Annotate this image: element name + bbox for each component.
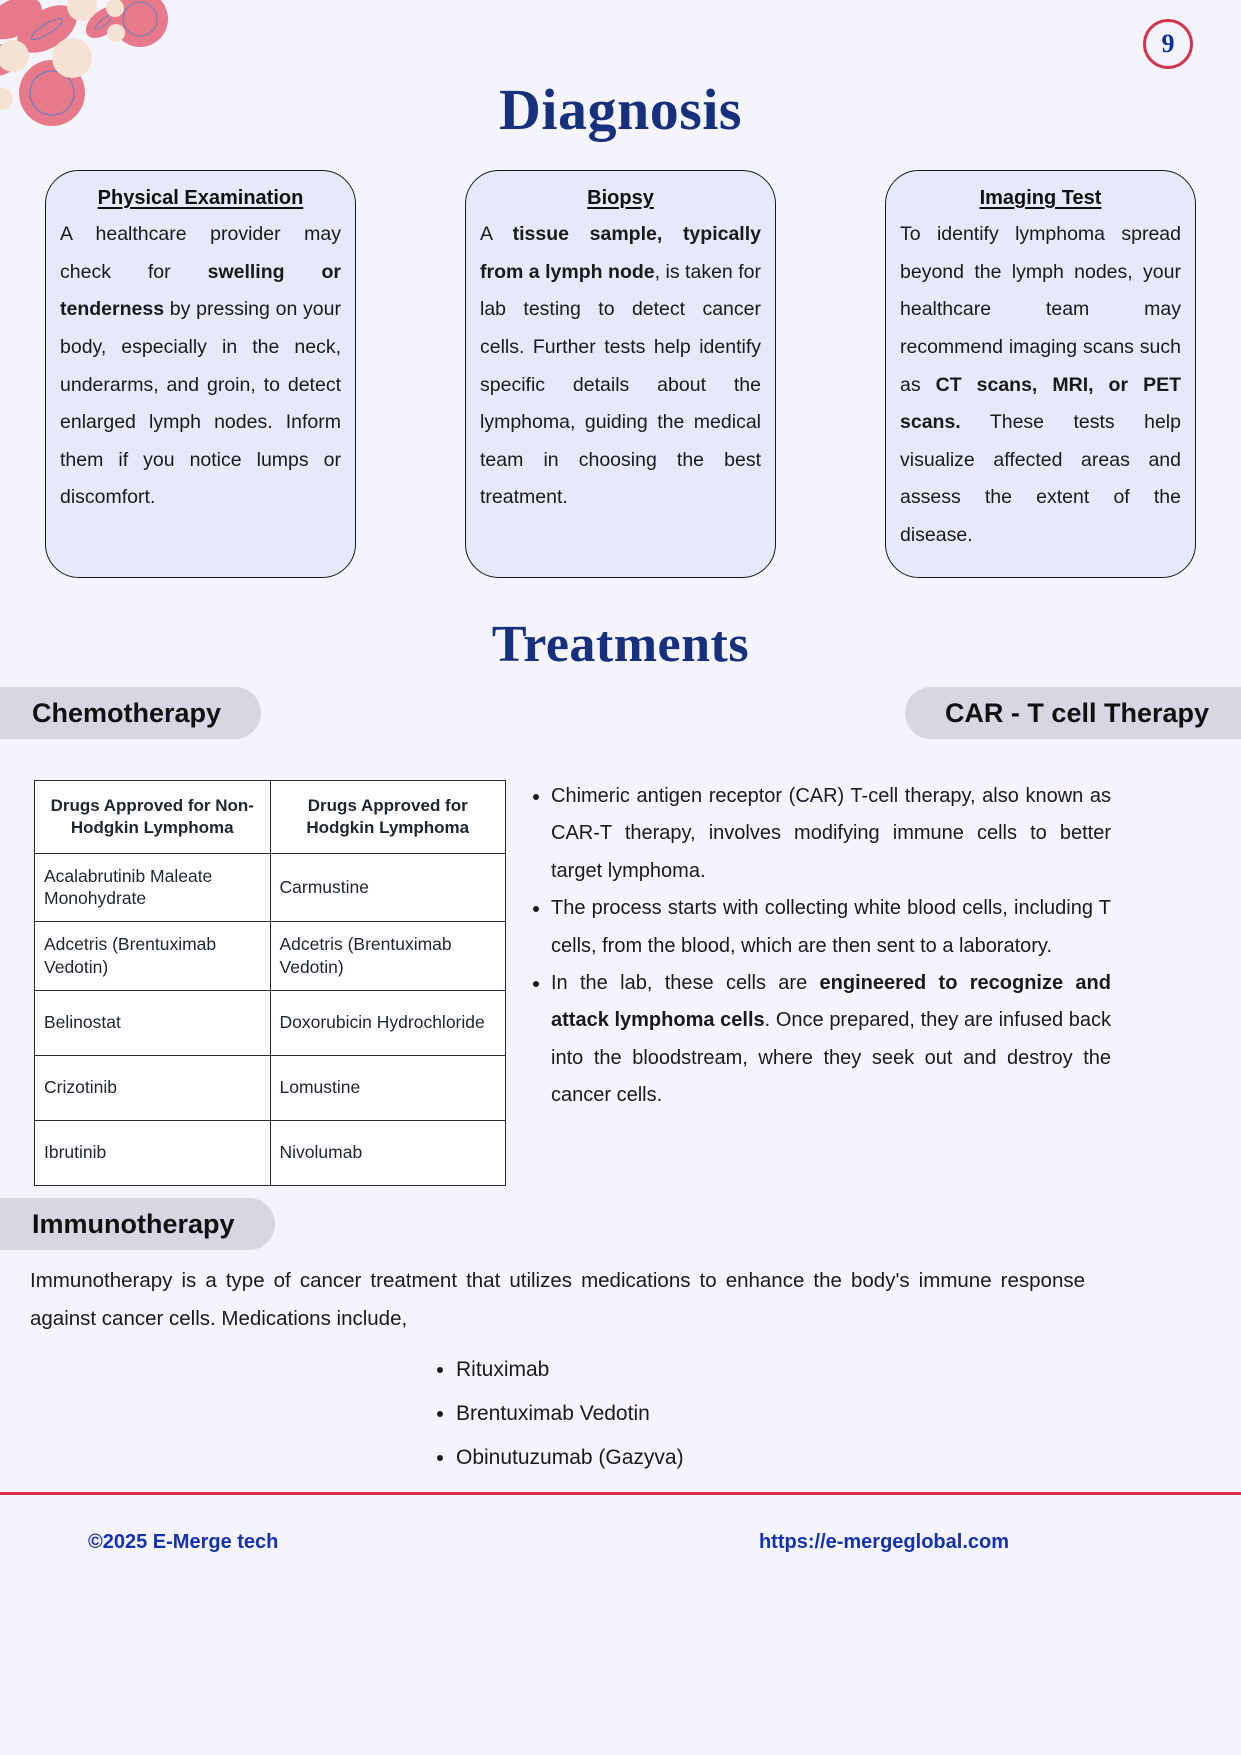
table-cell: Nivolumab bbox=[270, 1120, 506, 1185]
card-body: To identify lymphoma spread beyond the lymph nodes, your healthcare team may recommend imaging scans such as CT scans, MRI, or PET scans. These tests help visualize affected areas and assess the extent of the disease. bbox=[900, 223, 1181, 546]
table-cell: Ibrutinib bbox=[35, 1120, 271, 1185]
diagnosis-heading: Diagnosis bbox=[498, 77, 742, 142]
card-body: A healthcare provider may check for swelling or tenderness by pressing on your body, especially in the neck, underarms, and groin, to detect enlarged lymph nodes. Inform them if you notice lumps or discomfort. bbox=[60, 223, 341, 509]
card-body: A tissue sample, typically from a lymph node, is taken for lab testing to detect cancer cells. Further tests help identify specific details about the lymphoma, guiding the medical team in choosing the best treatment. bbox=[480, 223, 761, 509]
table-cell: Lomustine bbox=[270, 1055, 506, 1120]
drug-table-container bbox=[34, 780, 506, 1186]
table-cell: Crizotinib bbox=[35, 1055, 271, 1120]
list-item: • The process starts with collecting white blood cells, including T cells, from the blood, which are then sent to a laboratory. bbox=[551, 890, 1111, 965]
footer-copyright: ©2025 E-Merge tech bbox=[88, 1530, 279, 1553]
diagnosis-card-physical-examination bbox=[45, 170, 356, 578]
list-item: • Rituximab bbox=[456, 1348, 684, 1392]
car-t-bullet-list bbox=[525, 778, 1111, 1115]
table-row bbox=[35, 1120, 506, 1185]
footer bbox=[0, 1512, 1241, 1572]
table-cell: Acalabrutinib Maleate Monohydrate bbox=[35, 853, 271, 922]
list-item: • Obinutuzumab (Gazyva) bbox=[456, 1436, 684, 1480]
section-label-immunotherapy: Immunotherapy bbox=[0, 1198, 275, 1250]
treatments-heading: Treatments bbox=[491, 616, 750, 673]
section-label-chemotherapy: Chemotherapy bbox=[0, 687, 261, 739]
table-cell: Doxorubicin Hydrochloride bbox=[270, 990, 506, 1055]
table-cell: Belinostat bbox=[35, 990, 271, 1055]
list-item: • Brentuximab Vedotin bbox=[456, 1392, 684, 1436]
card-title: Imaging Test bbox=[979, 187, 1102, 209]
table-row bbox=[35, 990, 506, 1055]
column-header-hodgkin: Drugs Approved for Hodgkin Lymphoma bbox=[270, 781, 506, 854]
section-label-car-t-cell-therapy: CAR - T cell Therapy bbox=[905, 687, 1241, 739]
table-row bbox=[35, 853, 506, 922]
page-number: 9 bbox=[1161, 29, 1175, 58]
table-header-row bbox=[35, 781, 506, 854]
table-cell: Carmustine bbox=[270, 853, 506, 922]
table-cell: Adcetris (Brentuximab Vedotin) bbox=[270, 922, 506, 991]
card-title: Biopsy bbox=[587, 187, 654, 209]
immunotherapy-paragraph: Immunotherapy is a type of cancer treatment that utilizes medications to enhance the body's immune response against cancer cells. Medications include, bbox=[30, 1269, 1085, 1330]
table-header bbox=[35, 781, 506, 854]
diagnosis-card-imaging-test bbox=[885, 170, 1196, 578]
column-header-non-hodgkin: Drugs Approved for Non-Hodgkin Lymphoma bbox=[35, 781, 271, 854]
table-row bbox=[35, 1055, 506, 1120]
list-item: • Chimeric antigen receptor (CAR) T-cell therapy, also known as CAR-T therapy, involves modifying immune cells to better target lymphoma. bbox=[551, 778, 1111, 890]
footer-website-link[interactable]: https://e-mergeglobal.com bbox=[758, 1530, 1009, 1553]
table-body bbox=[35, 853, 506, 1185]
card-title: Physical Examination bbox=[97, 187, 304, 209]
diagnosis-card-biopsy bbox=[465, 170, 776, 578]
immunotherapy-medications-list bbox=[430, 1348, 684, 1480]
table-row bbox=[35, 922, 506, 991]
drugs-approved-table bbox=[34, 780, 506, 1186]
list-item: • In the lab, these cells are engineered to recognize and attack lymphoma cells. Once prepared, they are infused back into the bloodstream, where they seek out and destroy the cancer cells. bbox=[551, 965, 1111, 1115]
footer-divider bbox=[0, 1492, 1241, 1495]
table-cell: Adcetris (Brentuximab Vedotin) bbox=[35, 922, 271, 991]
diagnosis-cards-row bbox=[45, 170, 1196, 578]
page-number-badge bbox=[1143, 19, 1193, 69]
